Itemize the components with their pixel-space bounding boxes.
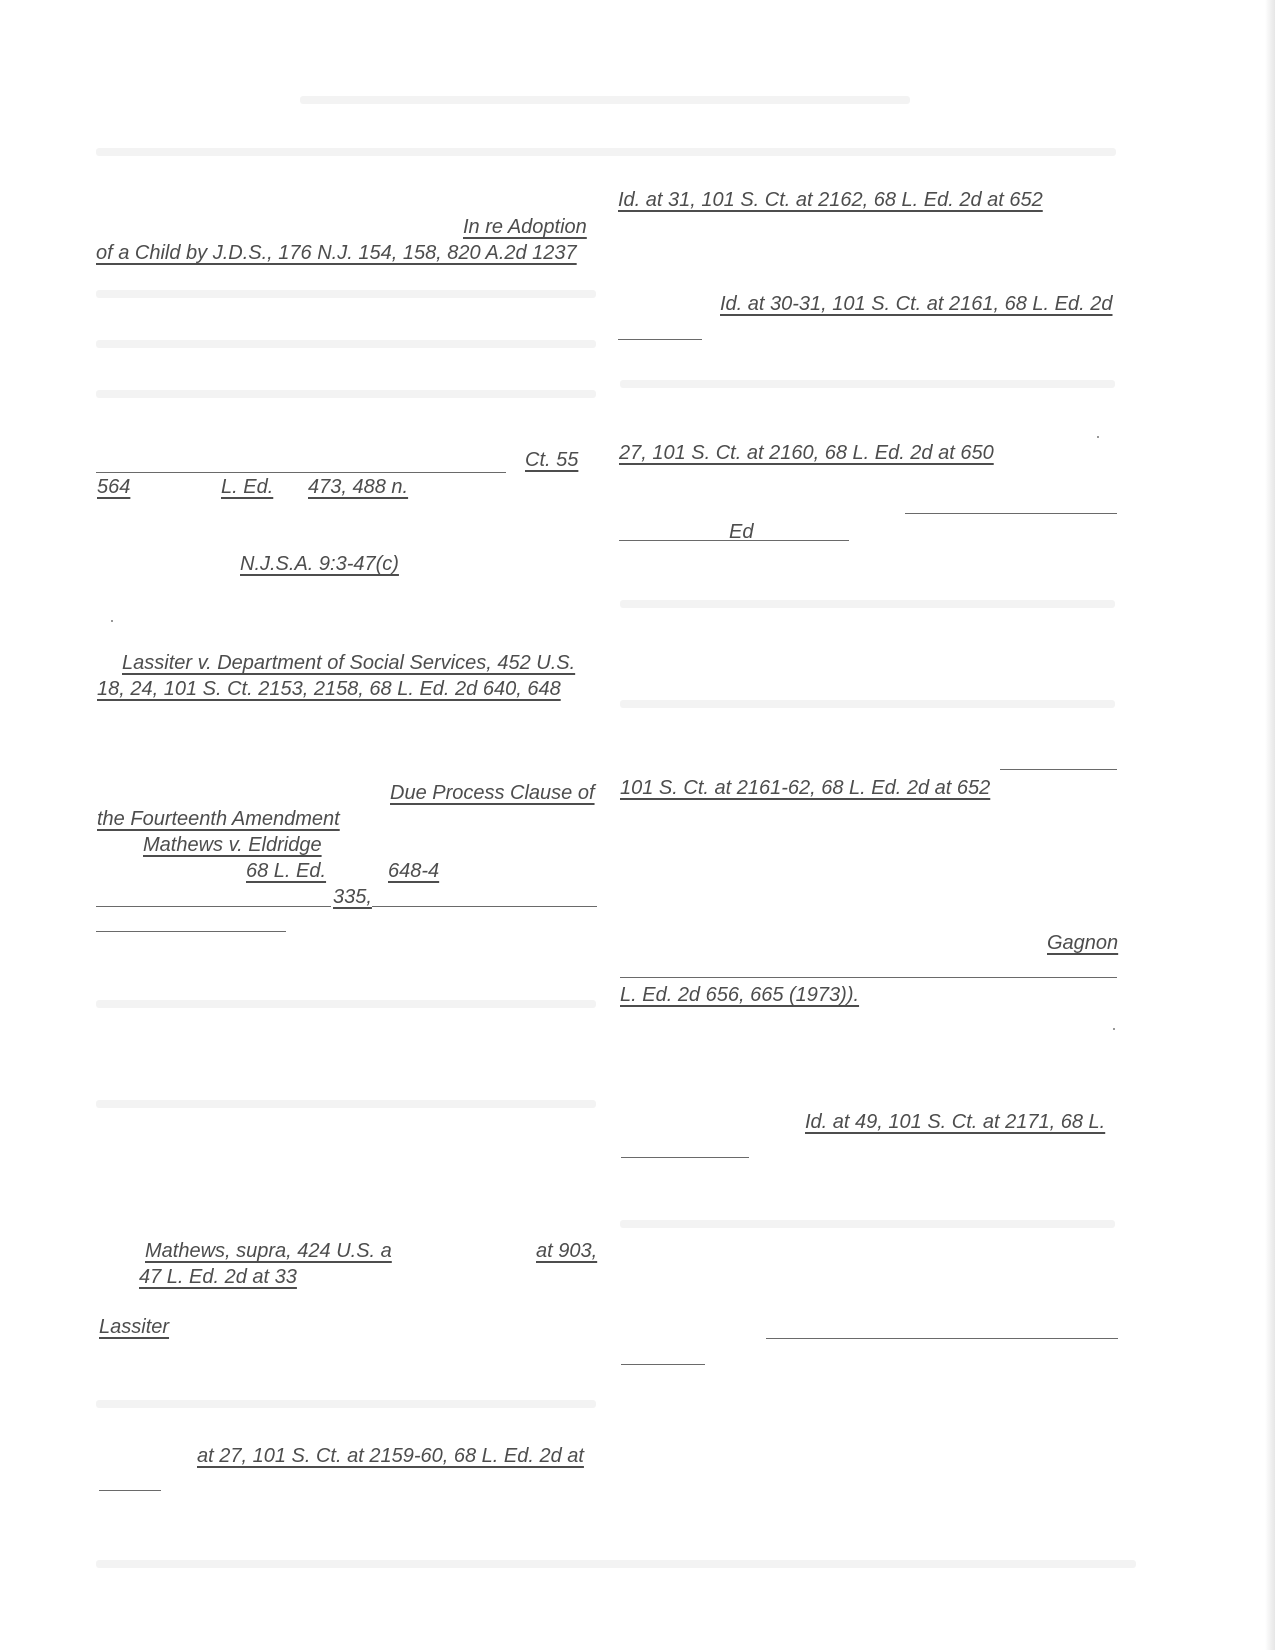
citation-ed: Ed bbox=[729, 521, 754, 543]
underline-rule bbox=[1000, 769, 1117, 770]
underline-rule bbox=[621, 1157, 749, 1158]
citation-at-27: at 27, 101 S. Ct. at 2159-60, 68 L. Ed. 2d at bbox=[197, 1445, 584, 1467]
faint-body-line bbox=[96, 1400, 596, 1408]
citation-lassiter-short: Lassiter bbox=[99, 1316, 170, 1338]
faint-body-line bbox=[620, 1220, 1115, 1228]
citation-lassiter-cont: 18, 24, 101 S. Ct. 2153, 2158, 68 L. Ed. 2d 640, 648 bbox=[97, 678, 561, 700]
faint-header-line bbox=[300, 96, 910, 104]
citation-id-31: Id. at 31, 101 S. Ct. at 2162, 68 L. Ed. 2d at 652 bbox=[618, 189, 1043, 211]
underline-rule bbox=[96, 472, 506, 473]
underline-rule bbox=[620, 977, 1117, 978]
faint-body-line bbox=[96, 290, 596, 298]
citation-mathews-eldridge: Mathews v. Eldridge bbox=[143, 834, 322, 856]
citation-l-ed-656: L. Ed. 2d 656, 665 (1973)). bbox=[620, 984, 860, 1006]
faint-body-line bbox=[620, 600, 1115, 608]
citation-648-4: 648-4 bbox=[388, 860, 440, 882]
speck bbox=[1097, 436, 1099, 438]
faint-body-line bbox=[620, 700, 1115, 708]
underline-rule bbox=[96, 906, 331, 907]
underline-rule bbox=[96, 931, 286, 932]
underline-rule bbox=[372, 906, 597, 907]
citation-101-2161-62: 101 S. Ct. at 2161-62, 68 L. Ed. 2d at 652 bbox=[620, 777, 991, 799]
citation-mathews-supra: Mathews, supra, 424 U.S. a bbox=[145, 1240, 392, 1262]
faint-body-line bbox=[96, 1000, 596, 1008]
citation-id-30-31: Id. at 30-31, 101 S. Ct. at 2161, 68 L. Ed. 2d bbox=[720, 293, 1113, 315]
citation-564: 564 bbox=[97, 476, 131, 498]
citation-at-903: at 903, bbox=[536, 1240, 598, 1262]
citation-fourteenth-amendment: the Fourteenth Amendment bbox=[97, 808, 340, 830]
underline-rule bbox=[618, 339, 702, 340]
faint-body-line bbox=[96, 390, 596, 398]
citation-due-process: Due Process Clause of bbox=[390, 782, 595, 804]
citation-gagnon: Gagnon bbox=[1047, 932, 1119, 954]
faint-body-line bbox=[620, 380, 1115, 388]
citation-id-49: Id. at 49, 101 S. Ct. at 2171, 68 L. bbox=[805, 1111, 1106, 1133]
underline-rule bbox=[99, 1490, 161, 1491]
speck bbox=[111, 620, 113, 622]
underline-rule bbox=[905, 513, 1117, 514]
citation-lassiter: Lassiter v. Department of Social Services, 452 U.S. bbox=[122, 652, 576, 674]
citation-njsa: N.J.S.A. 9:3-47(c) bbox=[240, 553, 399, 575]
citation-335: 335, bbox=[333, 886, 372, 908]
faint-body-line bbox=[96, 1100, 596, 1108]
citation-l-ed: L. Ed. bbox=[221, 476, 274, 498]
scan-edge-shadow bbox=[1265, 0, 1275, 1650]
citation-in-re-adoption: In re Adoption bbox=[463, 216, 587, 238]
faint-body-line bbox=[96, 148, 1116, 156]
citation-jds: of a Child by J.D.S., 176 N.J. 154, 158, 820 A.2d 1237 bbox=[96, 242, 577, 264]
underline-rule bbox=[621, 1364, 705, 1365]
citation-ct-55: Ct. 55 bbox=[525, 449, 579, 471]
citation-47-l-ed: 47 L. Ed. 2d at 33 bbox=[139, 1266, 297, 1288]
citation-68-l-ed: 68 L. Ed. bbox=[246, 860, 327, 882]
faint-footer-line bbox=[96, 1560, 1136, 1568]
underline-rule bbox=[766, 1338, 1118, 1339]
speck bbox=[1113, 1028, 1115, 1030]
citation-27-101: 27, 101 S. Ct. at 2160, 68 L. Ed. 2d at 650 bbox=[619, 442, 994, 464]
citation-473-488: 473, 488 n. bbox=[308, 476, 409, 498]
faint-body-line bbox=[96, 340, 596, 348]
